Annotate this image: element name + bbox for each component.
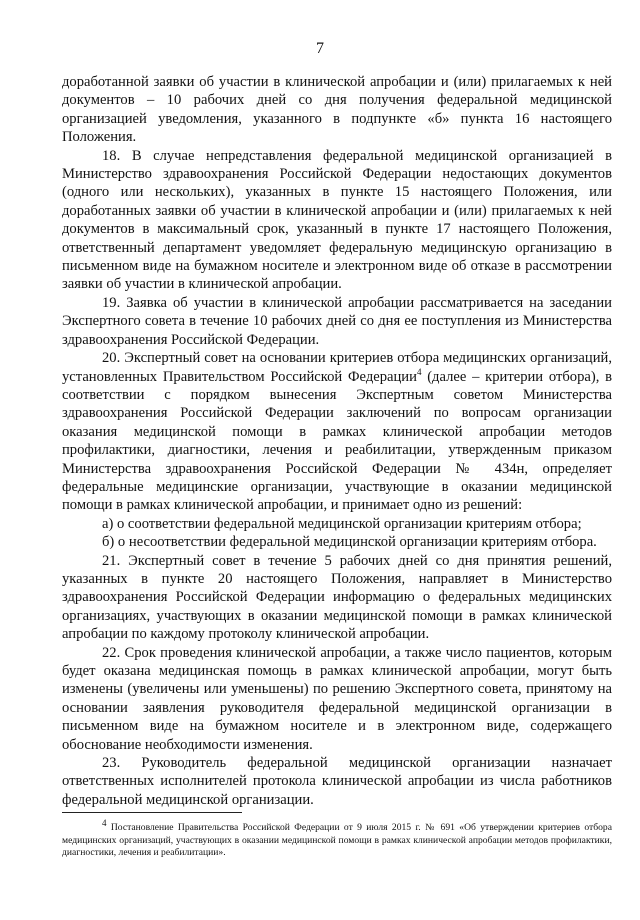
paragraph-20: [62, 349, 612, 515]
paragraph-20-text-before: 20. Экспертный совет на основании критериев отбора медицинских организаций, установленных Правительством Российской Федерации: [62, 350, 612, 385]
paragraph-19: 19. Заявка об участии в клинической апробации рассматривается на заседании Экспертного совета в течение 10 рабочих дней со дня ее поступления из Министерства здравоохранения Российской Федерации.: [62, 294, 612, 348]
document-body: [62, 73, 612, 809]
footnote-reference: 4: [416, 366, 422, 377]
paragraph-18: 18. В случае непредставления федеральной медицинской организацией в Министерство здравоохранения Российской Федерации недостающих документов (одного или нескольких), указанных в пункте 15 настоящего Положения, или доработанных заявки об участии в клинической апробации и (или) прилагаемых к ней документов в максимальный срок, указанный в пункте 17 настоящего Положения, ответственный департамент уведомляет федеральную медицинскую организацию в письменном виде на бумажном носителе и электронном виде об отказе в рассмотрении заявки об участии в клинической апробации.: [62, 147, 612, 293]
footnote-mark: 4: [102, 817, 107, 828]
list-item-b: б) о несоответствии федеральной медицинской организации критериям отбора.: [102, 534, 597, 551]
page-number: 7: [316, 40, 324, 57]
paragraph-22: 22. Срок проведения клинической апробации, а также число пациентов, которым будет оказана медицинская помощь в рамках клинической апробации, могут быть изменены (увеличены или уменьшены) по решению Экспертного совета, принятому на основании заявления руководителя федеральной медицинской организации в письменном виде на бумажном носителе и в электронном виде, содержащего обоснование необходимости изменения.: [62, 644, 612, 753]
paragraph-continuation: доработанной заявки об участии в клинической апробации и (или) прилагаемых к ней документов – 10 рабочих дней со дня получения федеральной медицинской организацией уведомления, указанного в подпункте «б» пункта 16 настоящего Положения.: [62, 74, 612, 146]
footnote: [62, 817, 612, 860]
footnote-divider: [62, 812, 242, 813]
paragraph-20-text-after: (далее – критерии отбора), в соответствии с порядком вынесения Экспертным советом Министерства здравоохранения Российской Федерации заключений по вопросам организации оказания медицинской помощи в рамках клинической апробации методов профилактики, диагностики, лечения и реабилитации, утвержденным приказом Министерства здравоохранения Российской Федерации № 434н, определяет федеральные медицинские организации, участвующие в оказании медицинской помощи в рамках клинической апробации, и принимает одно из решений:: [62, 368, 613, 514]
footnote-text: Постановление Правительства Российской Федерации от 9 июля 2015 г. № 691 «Об утверждении критериев отбора медицинских организаций, участвующих в оказании медицинской помощи в рамках клинической апробации методов профилактики, диагностики, лечения и реабилитации».: [62, 822, 612, 859]
paragraph-23: 23. Руководитель федеральной медицинской организации назначает ответственных исполнителей протокола клинической апробации из числа работников федеральной медицинской организации.: [62, 755, 612, 808]
paragraph-21: 21. Экспертный совет в течение 5 рабочих дней со дня принятия решений, указанных в пункте 20 настоящего Положения, направляет в Министерство здравоохранения Российской Федерации информацию о федеральных медицинских организациях, участвующих в оказании медицинской помощи в рамках клинической апробации по каждому протоколу клинической апробации.: [62, 552, 612, 643]
list-item-a: а) о соответствии федеральной медицинской организации критериям отбора;: [102, 515, 582, 532]
